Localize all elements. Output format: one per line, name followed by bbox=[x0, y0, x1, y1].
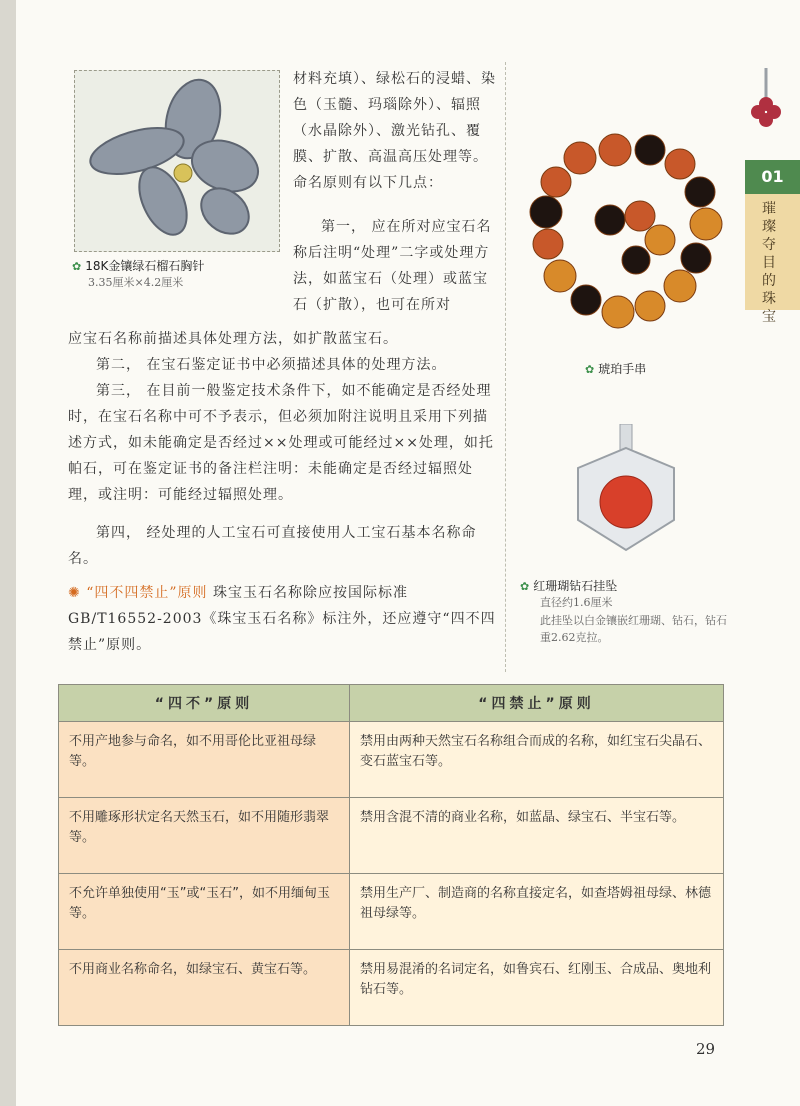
page-number: 29 bbox=[696, 1040, 716, 1058]
flower-pendant-icon bbox=[748, 68, 784, 138]
rule-bullet-icon: ✺ bbox=[68, 585, 87, 601]
table-row bbox=[59, 722, 724, 798]
paragraph-fourth: 第四， 经处理的人工宝石可直接使用人工宝石基本名称命名。 bbox=[68, 525, 477, 567]
coral-pendant-image bbox=[574, 424, 678, 554]
table-header-row bbox=[59, 685, 724, 722]
caption-bullet-icon: ✿ bbox=[585, 363, 595, 376]
table-row bbox=[59, 950, 724, 1026]
table-row bbox=[59, 798, 724, 874]
brooch-caption: ✿ 18K金镶绿石榴石胸针 bbox=[72, 259, 205, 273]
four-rules-title: “四不四禁止”原则 bbox=[86, 585, 208, 601]
table-cell: 不用商业名称命名，如绿宝石、黄宝石等。 bbox=[59, 950, 350, 1026]
table-header-four-prohibit: “四禁止”原则 bbox=[350, 685, 724, 722]
table-cell: 不用产地参与命名，如不用哥伦比亚祖母绿等。 bbox=[59, 722, 350, 798]
table-header-four-no: “四不”原则 bbox=[59, 685, 350, 722]
amber-caption: ✿ 琥珀手串 bbox=[585, 362, 647, 376]
table-cell: 禁用由两种天然宝石名称组合而成的名称，如红宝石尖晶石、变石蓝宝石等。 bbox=[350, 722, 724, 798]
table-cell: 禁用生产厂、制造商的名称直接定名，如查塔姆祖母绿、林德祖母绿等。 bbox=[350, 874, 724, 950]
paragraph-first-a: 第一， 应在所对应宝石名称后注明“处理”二字或处理方法，如蓝宝石（处理）或蓝宝石（扩散），也可在所对 bbox=[293, 219, 492, 313]
table-cell: 禁用易混淆的名词定名，如鲁宾石、红刚玉、合成品、奥地利钻石等。 bbox=[350, 950, 724, 1026]
paragraph-third: 第三， 在目前一般鉴定技术条件下，如不能确定是否经处理时，在宝石名称中可不予表示，但必须加附注说明且采用下列描述方式，如未能确定是否经过××处理或可能经过××处理，如托帕石，可在鉴定证书的备注栏注明：未能确定是否经过辐照处理，或注明：可能经过辐照处理。 bbox=[68, 383, 494, 503]
caption-bullet-icon: ✿ bbox=[72, 260, 82, 273]
brooch-size: 3.35厘米×4.2厘米 bbox=[88, 276, 184, 289]
pendant-caption: ✿ 红珊瑚钻石挂坠 bbox=[520, 579, 618, 593]
chapter-number: 01 bbox=[745, 160, 800, 194]
paragraph-intro: 材料充填）、绿松石的浸蜡、染色（玉髓、玛瑙除外）、辐照（水晶除外）、激光钻孔、覆膜、扩散、高温高压处理等。命名原则有以下几点： bbox=[293, 71, 496, 191]
brooch-illustration bbox=[75, 71, 279, 251]
pendant-size: 直径约1.6厘米 bbox=[540, 596, 613, 609]
amber-bracelet-image bbox=[520, 120, 730, 340]
table-cell: 禁用含混不清的商业名称，如蓝晶、绿宝石、半宝石等。 bbox=[350, 798, 724, 874]
chapter-title: 璀璨夺目的珠宝 bbox=[762, 201, 776, 325]
paragraph-four-rules bbox=[68, 580, 498, 658]
brooch-image bbox=[74, 70, 280, 252]
page-edge bbox=[0, 0, 16, 1106]
pendant-description: 此挂坠以白金镶嵌红珊瑚、钻石，钻石重2.62克拉。 bbox=[540, 614, 727, 644]
table-cell: 不允许单独使用“玉”或“玉石”，如不用缅甸玉等。 bbox=[59, 874, 350, 950]
four-rules-text: 珠宝玉石名称除应按国际标准GB/T16552-2003《珠宝玉石名称》标注外，还应遵守“四不四禁止”原则。 bbox=[68, 585, 496, 653]
paragraph-second: 第二， 在宝石鉴定证书中必须描述具体的处理方法。 bbox=[96, 357, 447, 373]
paragraph-first-b: 应宝石名称前描述具体处理方法，如扩散蓝宝石。 bbox=[68, 331, 398, 347]
rules-table bbox=[58, 684, 724, 1026]
table-row bbox=[59, 874, 724, 950]
column-divider bbox=[505, 62, 506, 672]
caption-bullet-icon: ✿ bbox=[520, 580, 530, 593]
table-cell: 不用雕琢形状定名天然玉石，如不用随形翡翠等。 bbox=[59, 798, 350, 874]
